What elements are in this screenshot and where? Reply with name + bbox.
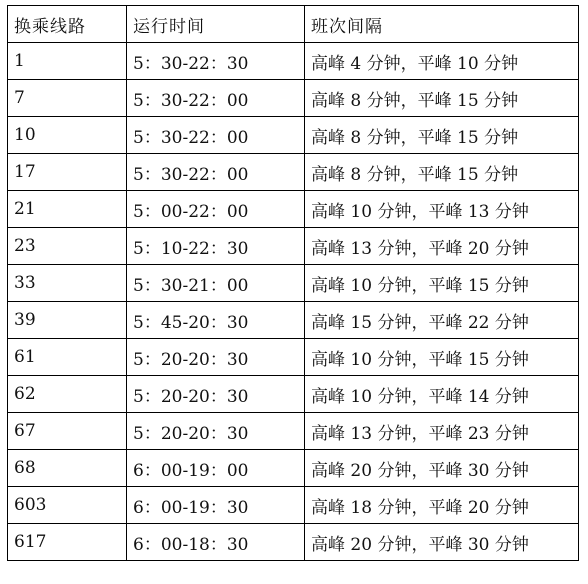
cell-operating-hours: 5：30-22：00 <box>127 117 305 154</box>
table-row <box>8 413 579 450</box>
cell-transfer-line: 1 <box>8 43 127 80</box>
cell-operating-hours: 5：10-22：30 <box>127 228 305 265</box>
cell-operating-hours: 6：00-19：30 <box>127 487 305 524</box>
cell-service-interval: 高峰 8 分钟，平峰 15 分钟 <box>305 80 579 117</box>
cell-service-interval: 高峰 20 分钟，平峰 30 分钟 <box>305 524 579 561</box>
cell-transfer-line: 67 <box>8 413 127 450</box>
cell-service-interval: 高峰 4 分钟，平峰 10 分钟 <box>305 43 579 80</box>
cell-service-interval: 高峰 8 分钟，平峰 15 分钟 <box>305 117 579 154</box>
cell-service-interval: 高峰 10 分钟，平峰 13 分钟 <box>305 191 579 228</box>
cell-operating-hours: 5：45-20：30 <box>127 302 305 339</box>
table-row <box>8 117 579 154</box>
table-row <box>8 265 579 302</box>
cell-service-interval: 高峰 10 分钟，平峰 15 分钟 <box>305 265 579 302</box>
cell-transfer-line: 17 <box>8 154 127 191</box>
cell-transfer-line: 617 <box>8 524 127 561</box>
cell-operating-hours: 5：30-22：00 <box>127 80 305 117</box>
cell-operating-hours: 5：20-20：30 <box>127 413 305 450</box>
table-row <box>8 191 579 228</box>
cell-transfer-line: 68 <box>8 450 127 487</box>
cell-service-interval: 高峰 10 分钟，平峰 14 分钟 <box>305 376 579 413</box>
cell-transfer-line: 33 <box>8 265 127 302</box>
table-row <box>8 43 579 80</box>
cell-transfer-line: 23 <box>8 228 127 265</box>
cell-operating-hours: 5：30-22：30 <box>127 43 305 80</box>
cell-service-interval: 高峰 8 分钟，平峰 15 分钟 <box>305 154 579 191</box>
cell-transfer-line: 7 <box>8 80 127 117</box>
header-service-interval: 班次间隔 <box>305 6 579 43</box>
cell-operating-hours: 5：30-22：00 <box>127 154 305 191</box>
table-row <box>8 524 579 561</box>
table-row <box>8 154 579 191</box>
header-transfer-line: 换乘线路 <box>8 6 127 43</box>
table-row <box>8 487 579 524</box>
table-row <box>8 302 579 339</box>
table-row <box>8 376 579 413</box>
transfer-schedule-table <box>7 5 579 561</box>
table-row <box>8 80 579 117</box>
cell-operating-hours: 5：20-20：30 <box>127 376 305 413</box>
cell-transfer-line: 603 <box>8 487 127 524</box>
cell-service-interval: 高峰 13 分钟，平峰 20 分钟 <box>305 228 579 265</box>
cell-operating-hours: 6：00-19：00 <box>127 450 305 487</box>
cell-operating-hours: 5：00-22：00 <box>127 191 305 228</box>
table-body <box>8 43 579 561</box>
cell-transfer-line: 10 <box>8 117 127 154</box>
cell-operating-hours: 5：30-21：00 <box>127 265 305 302</box>
cell-transfer-line: 39 <box>8 302 127 339</box>
cell-transfer-line: 62 <box>8 376 127 413</box>
table-header-row <box>8 6 579 43</box>
cell-service-interval: 高峰 10 分钟，平峰 15 分钟 <box>305 339 579 376</box>
cell-operating-hours: 5：20-20：30 <box>127 339 305 376</box>
header-operating-hours: 运行时间 <box>127 6 305 43</box>
cell-operating-hours: 6：00-18：30 <box>127 524 305 561</box>
cell-service-interval: 高峰 20 分钟，平峰 30 分钟 <box>305 450 579 487</box>
cell-service-interval: 高峰 15 分钟，平峰 22 分钟 <box>305 302 579 339</box>
cell-transfer-line: 21 <box>8 191 127 228</box>
cell-service-interval: 高峰 18 分钟，平峰 20 分钟 <box>305 487 579 524</box>
table-row <box>8 339 579 376</box>
cell-service-interval: 高峰 13 分钟，平峰 23 分钟 <box>305 413 579 450</box>
table-row <box>8 228 579 265</box>
cell-transfer-line: 61 <box>8 339 127 376</box>
table-row <box>8 450 579 487</box>
